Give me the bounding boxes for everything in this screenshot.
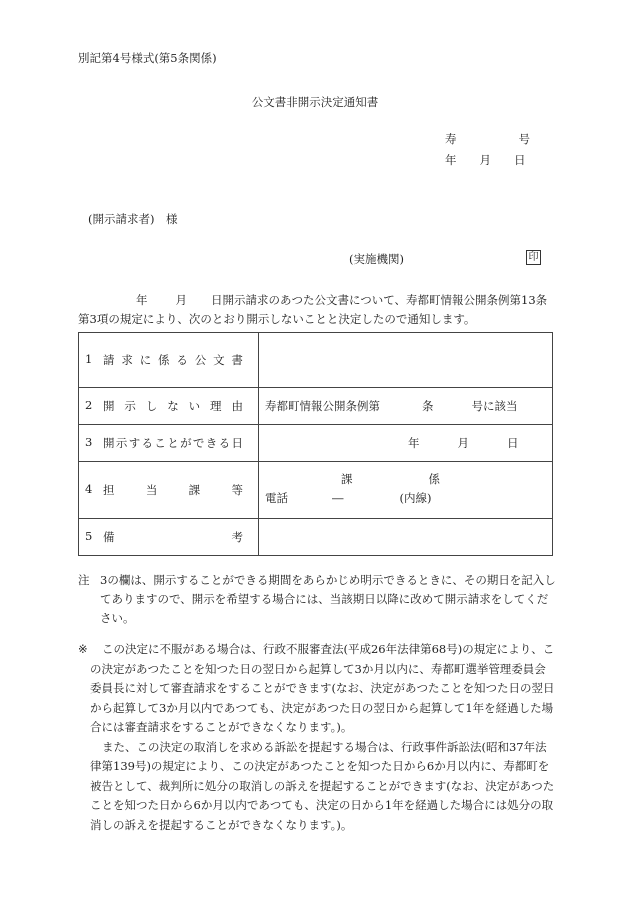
table-row <box>79 519 553 556</box>
body-year: 年 <box>136 293 148 307</box>
body-month: 月 <box>175 293 187 307</box>
number-prefix: 寿 <box>445 132 457 146</box>
table-row <box>79 388 553 425</box>
table-row <box>79 425 553 462</box>
table-row <box>79 462 553 519</box>
decision-table <box>78 332 553 556</box>
body-line-2: 第3項の規定により、次のとおり開示しないことと決定したので通知します。 <box>78 312 476 326</box>
appeal-paragraph-2: また、この決定の取消しを求める訴訟を提起する場合は、行政事件訴訟法(昭和37年法律第139号)の規定により、この決定があつたことを知つた日から6か月以内に、寿都町を被告として、裁判所に処分の取消しの訴えを提起することができます(なお、決定があつたことを知つた日から6か月以内であつても、決定の日から1年を経過した場合には処分の取消しの訴えを提起することができなくなります。)。 <box>90 739 555 832</box>
disclosure-date-cell: 年 月 日 <box>259 425 553 462</box>
date-day: 日 <box>514 153 526 167</box>
row-label: 4 担 当 課 等 <box>79 462 259 519</box>
row-label: 5 備 考 <box>79 519 259 556</box>
reason-cell: 寿都町情報公開条例第 条 号に該当 <box>259 388 553 425</box>
row-label: 1 請 求 に 係 る 公 文 書 <box>79 333 259 388</box>
footnote-marker: 注 <box>78 573 90 587</box>
agency-label: (実施機関) <box>349 252 404 266</box>
document-date <box>445 152 526 168</box>
recipient: (開示請求者) 様 <box>88 212 178 226</box>
appeal-paragraph-1: この決定に不服がある場合は、行政不服審査法(平成26年法律第68号)の規定により、この決定があつたことを知つた日の翌日から起算して3か月以内に、寿都町選挙管理委員会委員長に対して審査請求をすることができます(なお、決定があつたことを知つた日の翌日から起算して3か月以内であつても、決定があつた日の翌日から起算して1年を経過した場合には審査請求をすることができなくなります。)。 <box>90 642 555 734</box>
date-month: 月 <box>479 153 491 167</box>
footnote <box>78 571 556 628</box>
body-line-1 <box>78 292 547 308</box>
date-year: 年 <box>445 153 457 167</box>
document-number <box>445 131 530 147</box>
footnote-text: 3の欄は、開示することができる期間をあらかじめ明示できるときに、その期日を記入してありますので、開示を希望する場合には、当該期日以降に改めて開示請求をしてください。 <box>100 573 556 625</box>
appeal-marker: ※ <box>78 642 88 656</box>
row-label: 2 開 示 し な い 理 由 <box>79 388 259 425</box>
appeal-notice <box>78 640 556 835</box>
row-label-text: 開 示 す る こ と が で き る 日 <box>103 436 243 450</box>
number-suffix: 号 <box>518 132 530 146</box>
row-label-text: 開 示 し な い 理 由 <box>103 399 243 413</box>
remarks-cell <box>259 519 553 556</box>
requested-document-cell <box>259 333 553 388</box>
seal-mark: 印 <box>526 250 541 265</box>
row-label: 3 開 示 す る こ と が で き る 日 <box>79 425 259 462</box>
row-label-text: 担 当 課 等 <box>103 483 243 497</box>
document-title: 公文書非開示決定通知書 <box>251 95 379 109</box>
row-label-text: 請 求 に 係 る 公 文 書 <box>103 353 243 367</box>
form-reference: 別記第4号様式(第5条関係) <box>78 51 217 65</box>
table-row <box>79 333 553 388</box>
row-label-text: 備 考 <box>103 530 243 544</box>
body-line-1-rest: 日開示請求のあつた公文書について、寿都町情報公開条例第13条 <box>211 293 548 307</box>
department-cell: 課 係 電話 ― (内線) <box>259 462 553 519</box>
